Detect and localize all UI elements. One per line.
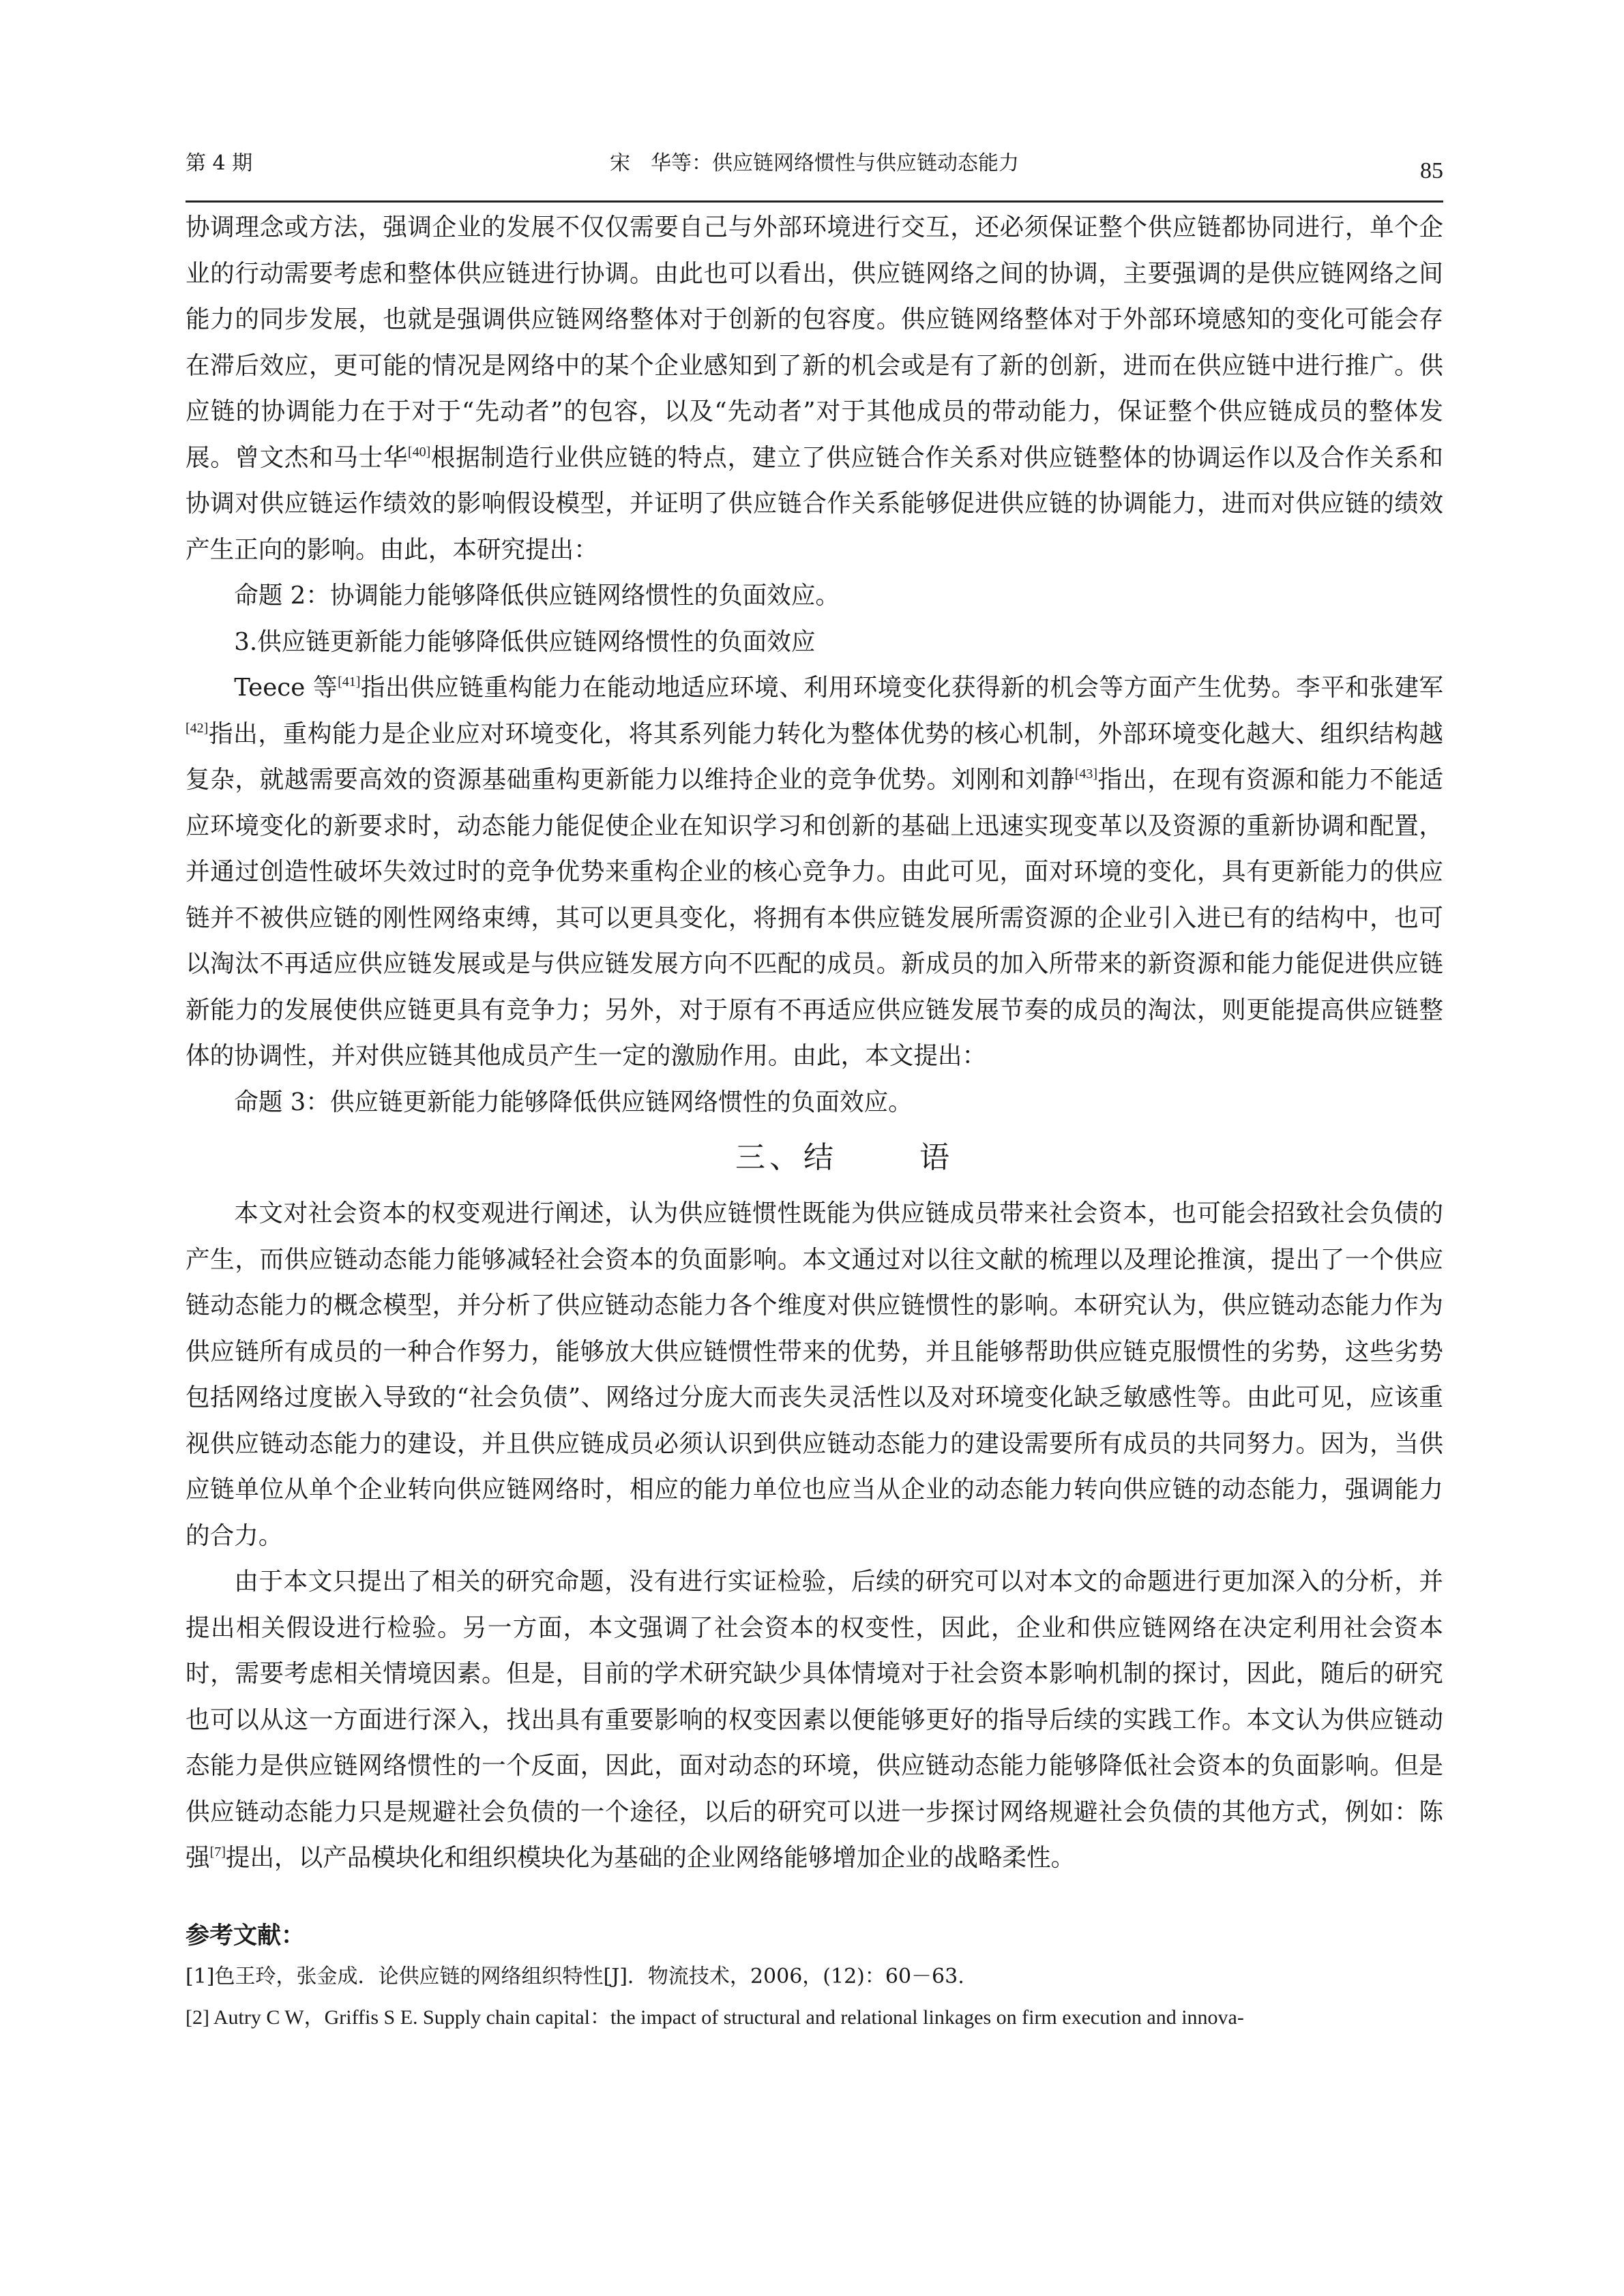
paragraph-text: 指出供应链重构能力在能动地适应环境、利用环境变化获得新的机会等方面产生优势。李平和张建军: [360, 674, 1443, 702]
citation: [43]: [1074, 766, 1098, 781]
paragraph-conclusion-1: 本文对社会资本的权变观进行阐述，认为供应链惯性既能为供应链成员带来社会资本，也可能会招致社会负债的产生，而供应链动态能力能够减轻社会资本的负面影响。本文通过对以往文献的梳理以及理论推演，提出了一个供应链动态能力的概念模型，并分析了供应链动态能力各个维度对供应链惯性的影响。本研究认为，供应链动态能力作为供应链所有成员的一种合作努力，能够放大供应链惯性带来的优势，并且能够帮助供应链克服惯性的劣势，这些劣势包括网络过度嵌入导致的“社会负债”、网络过分庞大而丧失灵活性以及对环境变化缺乏敏感性等。由此可见，应该重视供应链动态能力的建设，并且供应链成员必须认识到供应链动态能力的建设需要所有成员的共同努力。因为，当供应链单位从单个企业转向供应链网络时，相应的能力单位也应当从企业的动态能力转向供应链的动态能力，强调能力的合力。: [186, 1199, 1443, 1550]
proposition-3: 命题 3：供应链更新能力能够降低供应链网络惯性的负面效应。: [234, 1088, 913, 1116]
section-heading-text: 语: [919, 1140, 954, 1175]
subheading-renewal-capability: 3.供应链更新能力能够降低供应链网络惯性的负面效应: [234, 627, 816, 656]
section-heading-text: 三、结: [735, 1140, 838, 1175]
running-header: [186, 139, 1443, 203]
page-number: 85: [1420, 158, 1443, 183]
issue-number: 第 4 期: [186, 151, 253, 175]
paragraph-text: 指出，重构能力是企业应对环境变化，将其系列能力转化为整体优势的核心机制，外部环境变化越大、组织结构越复杂，就越需要高效的资源基础重构更新能力以维持企业的竞争优势。刘刚和刘静: [186, 719, 1443, 794]
running-title: 宋 华等：供应链网络惯性与供应链动态能力: [610, 151, 1019, 175]
paragraph-text: 由于本文只提出了相关的研究命题，没有进行实证检验，后续的研究可以对本文的命题进行更加深入的分析，并提出相关假设进行检验。另一方面，本文强调了社会资本的权变性，因此，企业和供应链网络在决定利用社会资本时，需要考虑相关情境因素。但是，目前的学术研究缺少具体情境对于社会资本影响机制的探讨，因此，随后的研究也可以从这一方面进行深入，找出具有重要影响的权变因素以便能够更好的指导后续的实践工作。本文认为供应链动态能力是供应链网络惯性的一个反面，因此，面对动态的环境，供应链动态能力能够降低社会资本的负面影响。但是供应链动态能力只是规避社会负债的一个途径，以后的研究可以进一步探讨网络规避社会负债的其他方式，例如：陈强: [186, 1568, 1443, 1872]
references-title: 参考文献：: [186, 1921, 306, 1950]
paragraph-conclusion-2: [186, 1559, 1443, 1881]
article-body: [186, 205, 1443, 2038]
paragraph-text: 指出，在现有资源和能力不能适应环境变化的新要求时，动态能力能促使企业在知识学习和创新的基础上迅速实现变革以及资源的重新协调和配置，并通过创造性破坏失效过时的竞争优势来重构企业的核心竞争力。由此可见，面对环境的变化，具有更新能力的供应链并不被供应链的刚性网络束缚，其可以更具变化，将拥有本供应链发展所需资源的企业引入进已有的结构中，也可以淘汰不再适应供应链发展或是与供应链发展方向不匹配的成员。新成员的加入所带来的新资源和能力能促进供应链新能力的发展使供应链更具有竞争力；另外，对于原有不再适应供应链发展节奏的成员的淘汰，则更能提高供应链整体的协调性，并对供应链其他成员产生一定的激励作用。由此，本文提出：: [186, 766, 1444, 1070]
paragraph-renewal: [186, 665, 1443, 1079]
citation: [42]: [186, 720, 209, 736]
proposition-2: 命题 2：协调能力能够降低供应链网络惯性的负面效应。: [234, 582, 840, 610]
reference-item: [1]色王玲，张金成．论供应链的网络组织特性[J]．物流技术，2006，(12)：60－63.: [186, 1964, 964, 1988]
paragraph-text: 根据制造行业供应链的特点，建立了供应链合作关系对供应链整体的协调运作以及合作关系和协调对供应链运作绩效的影响假设模型，并证明了供应链合作关系能够促进供应链的协调能力，进而对供应链的绩效产生正向的影响。由此，本研究提出：: [186, 443, 1443, 564]
paragraph-text: 协调理念或方法，强调企业的发展不仅仅需要自己与外部环境进行交互，还必须保证整个供应链都协同进行，单个企业的行动需要考虑和整体供应链进行协调。由此也可以看出，供应链网络之间的协调，主要强调的是供应链网络之间能力的同步发展，也就是强调供应链网络整体对于创新的包容度。供应链网络整体对于外部环境感知的变化可能会存在滞后效应，更可能的情况是网络中的某个企业感知到了新的机会或是有了新的创新，进而在供应链中进行推广。供应链的协调能力在于对于“先动者”的包容，以及“先动者”对于其他成员的带动能力，保证整个供应链成员的整体发展。曾文杰和马士华: [186, 213, 1443, 472]
section-heading-conclusion: [186, 1125, 1443, 1191]
paragraph-text: 提出，以产品模块化和组织模块化为基础的企业网络能够增加企业的战略柔性。: [225, 1844, 1076, 1872]
citation: [7]: [209, 1845, 226, 1860]
citation: [40]: [407, 444, 431, 460]
citation: [41]: [338, 674, 361, 689]
reference-item: [2] Autry C W，Griffis S E. Supply chain capital：the impact of structural and relational linkages on firm execution and innova-: [186, 2006, 1244, 2029]
paragraph-text: Teece 等: [234, 674, 338, 702]
paragraph-coordination: [186, 205, 1443, 573]
